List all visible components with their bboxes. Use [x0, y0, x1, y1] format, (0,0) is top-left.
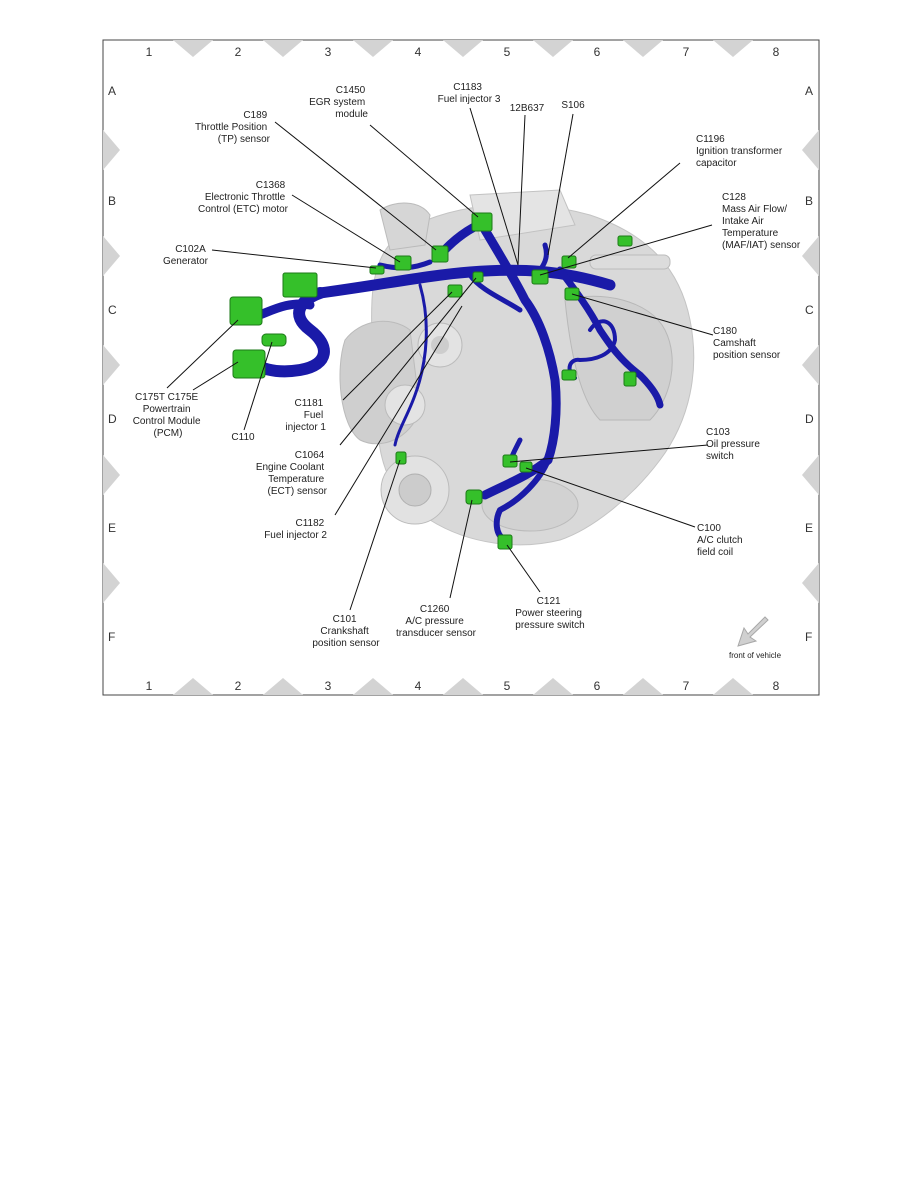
- callout-c1450: C1450 EGR system module: [309, 85, 368, 120]
- connector-c128: [532, 270, 548, 284]
- callout-s106: S106: [561, 100, 585, 111]
- connector-pcm-lower: [233, 350, 265, 378]
- connector-right1: [618, 236, 632, 246]
- col-label: 3: [324, 679, 332, 693]
- callout-c180: C180 Camshaft position sensor: [713, 326, 781, 361]
- connector-pcm-upper: [230, 297, 262, 325]
- col-label: 4: [414, 679, 422, 693]
- callout-c100: C100 A/C clutch field coil: [697, 523, 743, 558]
- row-label: D: [108, 412, 117, 426]
- col-label: 7: [682, 45, 690, 59]
- callout-c128: C128 Mass Air Flow/ Intake Air Temperature (MAF/IAT) sensor: [722, 192, 801, 251]
- callout-c101: C101 Crankshaft position sensor: [312, 614, 380, 649]
- connector-right3: [562, 370, 576, 380]
- col-label: 2: [234, 45, 242, 59]
- callout-c1183: C1183 Fuel injector 3: [437, 82, 501, 105]
- row-label: A: [805, 84, 814, 98]
- connector-c101: [396, 452, 406, 464]
- connector-c110: [262, 334, 286, 346]
- col-label: 3: [324, 45, 332, 59]
- connector-c1260: [466, 490, 482, 504]
- col-label: 8: [772, 679, 780, 693]
- callout-c189: C189 Throttle Position (TP) sensor: [194, 110, 270, 145]
- connector-c103: [503, 455, 517, 467]
- row-label: E: [805, 521, 814, 535]
- callout-c1064: C1064 Engine Coolant Temperature (ECT) sensor: [255, 450, 327, 497]
- connector-large: [283, 273, 317, 297]
- connector-c121: [498, 535, 512, 549]
- col-label: 6: [593, 679, 601, 693]
- callout-c1181: C1181 Fuel injector 1: [285, 398, 326, 433]
- row-label: B: [805, 194, 814, 208]
- col-label: 1: [145, 679, 153, 693]
- connector-c100: [520, 462, 532, 472]
- col-label: 8: [772, 45, 780, 59]
- front-of-vehicle-label: front of vehicle: [728, 651, 782, 660]
- callout-c1260: C1260 A/C pressure transducer sensor: [395, 604, 477, 639]
- col-label: 5: [503, 45, 511, 59]
- row-label: E: [108, 521, 117, 535]
- col-label: 1: [145, 45, 153, 59]
- row-label: C: [805, 303, 814, 317]
- col-label: 7: [682, 679, 690, 693]
- callout-12b637: 12B637: [509, 103, 545, 114]
- connector-right2: [624, 372, 636, 386]
- callout-c1196: C1196 Ignition transformer capacitor: [696, 134, 783, 169]
- connector-c1368: [395, 256, 411, 270]
- col-label: 6: [593, 45, 601, 59]
- callout-c102a: C102A Generator: [162, 244, 208, 267]
- connector-c1181: [448, 285, 462, 297]
- connector-c1450: [472, 213, 492, 231]
- callout-c121: C121 Power steering pressure switch: [515, 596, 585, 631]
- row-label: D: [805, 412, 814, 426]
- col-label: 2: [234, 679, 242, 693]
- callout-c175: C175T C175E Powertrain Control Module (PCM): [132, 392, 201, 439]
- callout-c1368: C1368 Electronic Throttle Control (ETC) motor: [197, 180, 288, 215]
- col-label: 5: [503, 679, 511, 693]
- callout-c103: C103 Oil pressure switch: [706, 427, 760, 462]
- row-label: C: [108, 303, 117, 317]
- callout-c110: C110: [231, 432, 255, 443]
- callout-c1182: C1182 Fuel injector 2: [264, 518, 327, 541]
- row-label: A: [108, 84, 117, 98]
- row-label: F: [805, 630, 813, 644]
- row-label: F: [108, 630, 116, 644]
- col-label: 4: [414, 45, 422, 59]
- row-label: B: [108, 194, 117, 208]
